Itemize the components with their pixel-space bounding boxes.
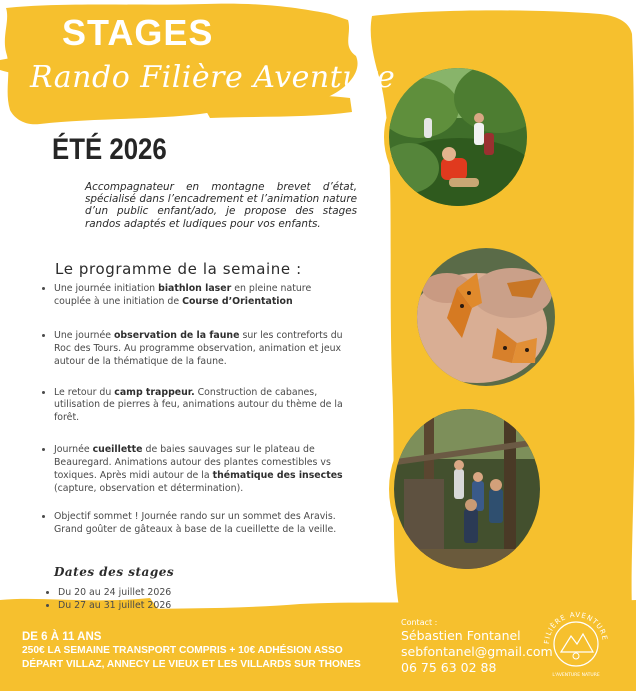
contact-label: Contact : xyxy=(401,618,438,627)
dates-list xyxy=(46,586,171,612)
age-range: DE 6 À 11 ANS xyxy=(22,631,102,643)
contact-email[interactable]: sebfontanel@gmail.com xyxy=(401,644,553,659)
list-item: • Journée cueillette de baies sauvages sur le plateau de Beauregard. Animations autour des plantes comestibles vs toxiques. Après midi autour de la thématique des insectes (capture, observation et détermination). xyxy=(54,444,346,496)
contact-name: Sébastien Fontanel xyxy=(401,628,521,643)
photo-butterflies xyxy=(412,243,560,391)
logo-text: FILIÈRE AVENTURE xyxy=(542,610,609,645)
list-item: • Une journée initiation biathlon laser en pleine nature couplée à une initiation de Course d’Orientation xyxy=(54,283,346,309)
svg-text:FILIÈRE AVENTURE xyxy=(543,611,609,644)
footer-info xyxy=(22,630,361,672)
photo-hiking-kids xyxy=(384,63,532,211)
filiere-aventure-logo xyxy=(539,604,613,680)
list-item: • Le retour du camp trappeur. Construction de cabanes, utilisation de pierres à feu, animations autour du thème de la forêt. xyxy=(54,387,346,426)
page-title: STAGES xyxy=(62,12,214,53)
departure-info: DÉPART VILLAZ, ANNECY LE VIEUX ET LES VILLARDS SUR THONES xyxy=(22,659,361,670)
list-item: • Du 20 au 24 juillet 2026 xyxy=(58,586,171,599)
list-item: • Du 27 au 31 juillet 2026 xyxy=(58,599,171,612)
intro-paragraph: Accompagnateur en montagne brevet d’état, spécialisé dans l’encadrement et l’animation nature d’un public enfant/ado, je propose des stages randos adaptés et ludiques pour vos enfants. xyxy=(85,181,357,230)
logo-tagline: L'AVENTURE NATURE xyxy=(552,673,600,678)
page-subtitle: Rando Filière Aventure xyxy=(30,60,396,95)
dates-heading: Dates des stages xyxy=(54,565,175,579)
list-item: • Objectif sommet ! Journée rando sur un sommet des Aravis. Grand goûter de gâteaux à base de la cueillette de la veille. xyxy=(54,511,346,537)
programme-list xyxy=(42,283,346,558)
contact-phone[interactable]: 06 75 63 02 88 xyxy=(401,660,497,675)
price-info: 250€ LA SEMAINE TRANSPORT COMPRIS + 10€ ADHÉSION ASSO xyxy=(22,645,343,656)
list-item: • Une journée observation de la faune sur les contreforts du Roc des Tours. Au programme observation, animation et jeux autour de la thématique de la faune. xyxy=(54,330,346,369)
season-heading: ÉTÉ 2026 xyxy=(52,133,167,166)
programme-heading: Le programme de la semaine : xyxy=(55,260,302,278)
contact-block xyxy=(401,628,553,676)
photo-trapper-camp xyxy=(389,404,545,574)
